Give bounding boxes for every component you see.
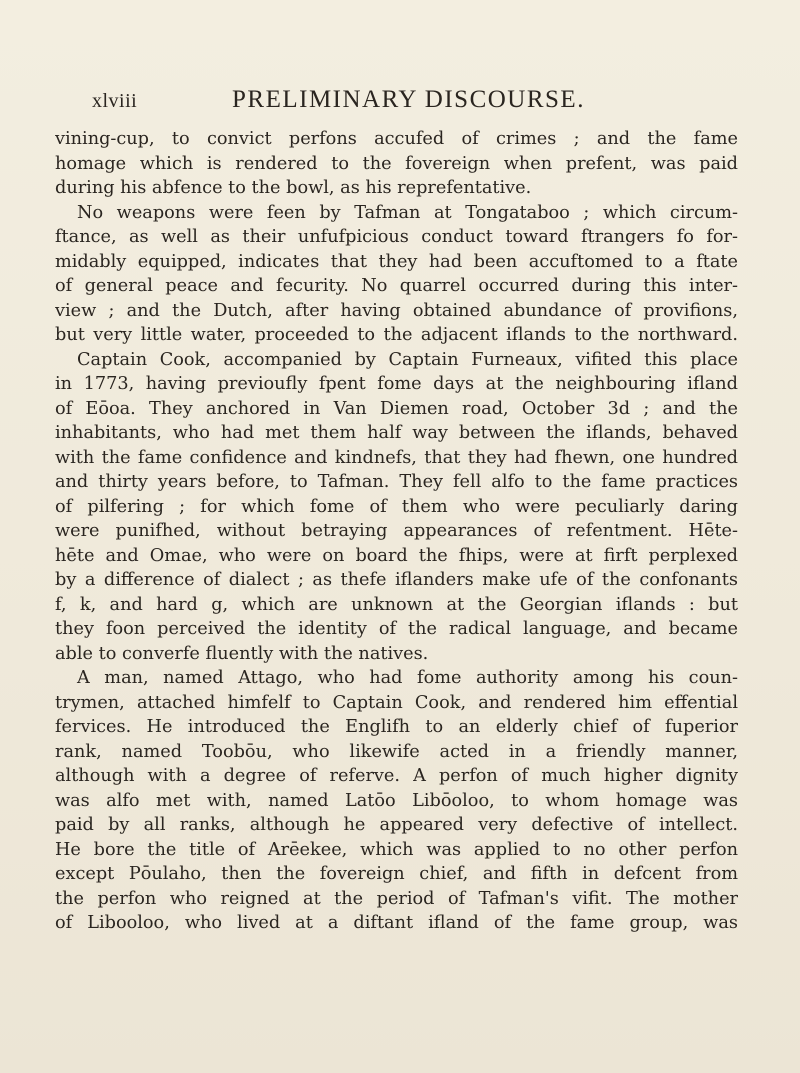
text-line: of Eōoa. They anchored in Van Diemen road, October 3d ; and the bbox=[55, 398, 738, 419]
text-line: midably equipped, indicates that they had been accuftomed to a ftate bbox=[55, 251, 738, 272]
body-text bbox=[55, 127, 738, 936]
text-line: and thirty years before, to Tafman. They fell alfo to the fame practices bbox=[55, 472, 738, 492]
text-line: fervices. He introduced the Englifh to an elderly chief of fuperior bbox=[55, 717, 738, 737]
page-number: xlviii bbox=[92, 90, 138, 112]
running-head bbox=[92, 86, 706, 116]
text-line: although with a degree of referve. A perfon of much higher dignity bbox=[55, 766, 738, 786]
text-line: ftance, as well as their unfufpicious conduct toward ftrangers fo for- bbox=[55, 227, 738, 247]
text-line: A man, named Attago, who had fome authority among his coun- bbox=[77, 668, 738, 688]
text-line: was alfo met with, named Latōo Libōoloo, to whom homage was bbox=[55, 790, 738, 811]
text-line: homage which is rendered to the fovereign when prefent, was paid bbox=[55, 153, 738, 174]
text-line: able to converfe fluently with the natives. bbox=[55, 643, 429, 664]
text-line: but very little water, proceeded to the adjacent iflands to the northward. bbox=[55, 325, 738, 345]
text-line: the perfon who reigned at the period of Tafman's vifit. The mother bbox=[55, 888, 738, 909]
text-line: Captain Cook, accompanied by Captain Furneaux, vifited this place bbox=[77, 349, 738, 370]
text-line: f, k, and hard g, which are unknown at the Georgian iflands : but bbox=[55, 594, 738, 615]
text-line: in 1773, having previoufly fpent fome days at the neighbouring ifland bbox=[55, 374, 738, 394]
text-line: view ; and the Dutch, after having obtained abundance of provifions, bbox=[55, 300, 738, 321]
text-line: paid by all ranks, although he appeared very defective of intellect. bbox=[55, 815, 738, 835]
text-line: trymen, attached himfelf to Captain Cook, and rendered him effential bbox=[55, 692, 738, 713]
text-line: by a difference of dialect ; as thefe iflanders make ufe of the confonants bbox=[55, 570, 738, 590]
text-line: vining-cup, to convict perfons accufed of crimes ; and the fame bbox=[55, 129, 738, 149]
text-line: No weapons were feen by Tafman at Tongataboo ; which circum- bbox=[77, 202, 738, 223]
text-line: were punifhed, without betraying appearances of refentment. Hēte- bbox=[55, 521, 738, 541]
text-line: hēte and Omae, who were on board the fhips, were at firft perplexed bbox=[55, 545, 738, 566]
text-line: of general peace and fecurity. No quarrel occurred during this inter- bbox=[55, 276, 738, 296]
text-line: they foon perceived the identity of the radical language, and became bbox=[55, 619, 738, 639]
text-line: inhabitants, who had met them half way between the iflands, behaved bbox=[55, 423, 738, 443]
text-line: rank, named Toobōu, who likewife acted in a friendly manner, bbox=[55, 741, 738, 762]
page-header-title: PRELIMINARY DISCOURSE. bbox=[232, 86, 585, 113]
text-line: except Pōulaho, then the fovereign chief, and fifth in defcent from bbox=[55, 864, 738, 884]
text-line: He bore the title of Arēekee, which was applied to no other perfon bbox=[55, 839, 738, 860]
text-line: of Libooloo, who lived at a diftant ifland of the fame group, was bbox=[55, 913, 738, 933]
text-line: during his abfence to the bowl, as his reprefentative. bbox=[55, 178, 532, 198]
text-line: of pilfering ; for which fome of them who were peculiarly daring bbox=[55, 496, 738, 517]
text-line: with the fame confidence and kindnefs, that they had fhewn, one hundred bbox=[55, 447, 738, 468]
